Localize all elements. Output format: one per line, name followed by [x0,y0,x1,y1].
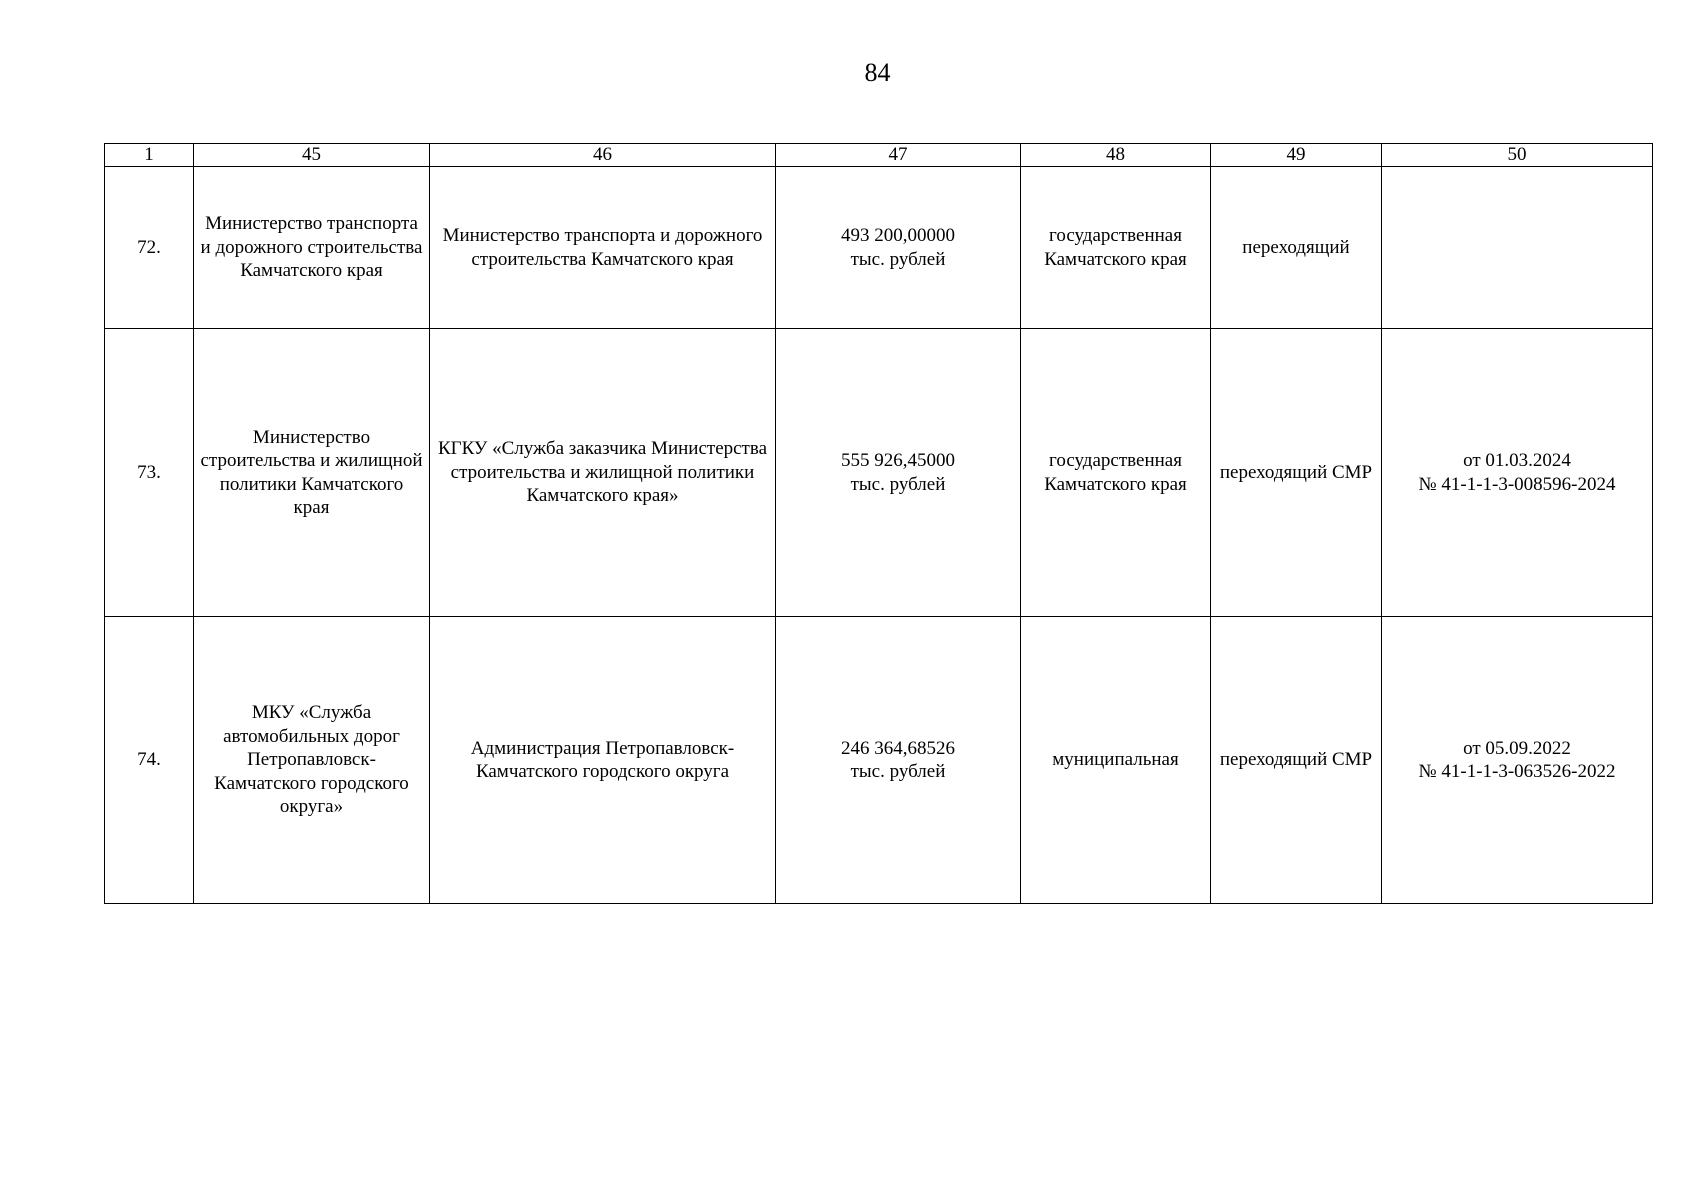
ownership-cell: государственная Камчатского края [1021,167,1211,329]
cost-cell [776,329,1021,617]
expertise-number: № 41-1-1-3-008596-2024 [1418,473,1616,495]
table-row [105,329,1653,617]
cost-cell [776,167,1021,329]
page-number: 84 [864,58,891,87]
expertise-cell [1382,329,1653,617]
cost-unit: тыс. рублей [850,473,946,495]
expertise-cell [1382,167,1653,329]
developer-cell: Министерство транспорта и дорожного строительства Камчатского края [430,167,776,329]
ownership-cell: муниципальная [1021,617,1211,904]
table-row [105,167,1653,329]
column-header: 46 [430,144,776,167]
cost-amount: 246 364,68526 [841,737,955,759]
cost-unit: тыс. рублей [850,248,946,270]
cost-unit: тыс. рублей [850,761,946,782]
cost-amount: 555 926,45000 [841,450,955,471]
table-header-row [105,144,1653,167]
row-number: 73. [105,329,194,617]
expertise-number: № 41-1-1-3-063526-2022 [1418,761,1616,782]
column-header: 48 [1021,144,1211,167]
customer-cell: МКУ «Служба автомобильных дорог Петропавловск-Камчатского городского округа» [194,617,430,904]
column-header: 49 [1211,144,1382,167]
row-number: 72. [105,167,194,329]
ownership-cell: государственная Камчатского края [1021,329,1211,617]
column-header: 50 [1382,144,1653,167]
column-header: 1 [105,144,194,167]
data-table [104,143,1653,904]
expertise-date: от 05.09.2022 [1463,737,1571,759]
customer-cell: Министерство транспорта и дорожного строительства Камчатского края [194,167,430,329]
column-header: 45 [194,144,430,167]
status-cell: переходящий СМР [1211,329,1382,617]
expertise-date: от 01.03.2024 [1463,450,1571,471]
developer-cell: Администрация Петропавловск-Камчатского городского округа [430,617,776,904]
table-row [105,617,1653,904]
cost-cell [776,617,1021,904]
column-header: 47 [776,144,1021,167]
expertise-cell [1382,617,1653,904]
cost-amount: 493 200,00000 [841,225,955,246]
row-number: 74. [105,617,194,904]
status-cell: переходящий СМР [1211,617,1382,904]
status-cell: переходящий [1211,167,1382,329]
developer-cell: КГКУ «Служба заказчика Министерства строительства и жилищной политики Камчатского края» [430,329,776,617]
customer-cell: Министерство строительства и жилищной политики Камчатского края [194,329,430,617]
